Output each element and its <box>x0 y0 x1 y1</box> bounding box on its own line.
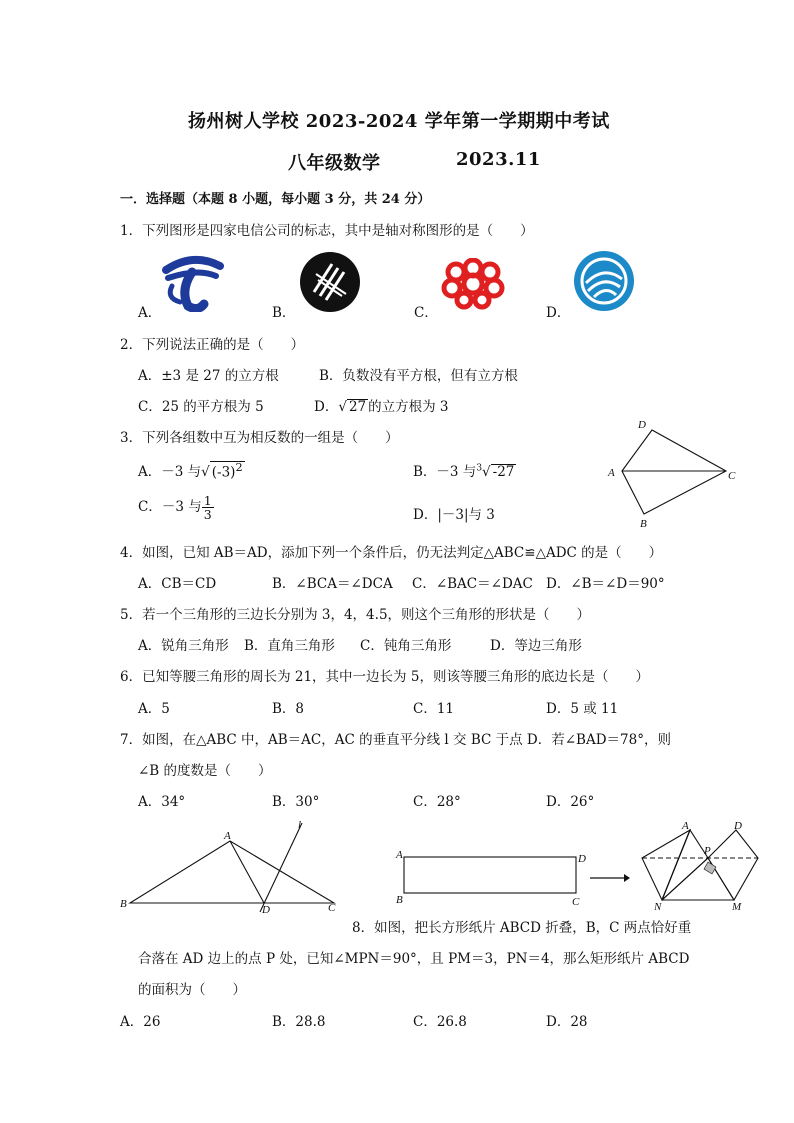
q1-option-c: C． <box>414 305 438 321</box>
q3-c-numerator: 1 <box>203 493 212 508</box>
q5-option-c: C．钝角三角形 <box>360 638 452 654</box>
q2-d-radicand: 27 <box>348 399 367 415</box>
q4-option-a: A．CB＝CD <box>138 576 217 592</box>
fig7-label-c: C <box>328 902 336 914</box>
triangle-abc-figure <box>116 815 348 915</box>
q6-option-a: A．5 <box>138 701 170 717</box>
fig3-label-b: B <box>640 518 647 530</box>
q8-option-a: A．26 <box>120 1014 161 1030</box>
q5-option-b: B．直角三角形 <box>244 638 335 654</box>
q3-b-prefix: B．－3 与 <box>413 464 477 480</box>
fig8-fold-label-m: M <box>732 901 742 912</box>
unicom-knot-logo-icon <box>438 258 508 310</box>
section-title: 一．选择题（本题 8 小题，每小题 3 分，共 24 分） <box>120 192 431 207</box>
q3-c-fraction <box>202 494 214 521</box>
q6-option-d: D．5 或 11 <box>546 701 619 717</box>
q4-option-b: B．∠BCA＝∠DCA <box>272 576 393 592</box>
q2-option-a: A．±3 是 27 的立方根 <box>138 368 279 384</box>
q4-option-d: D．∠B＝∠D＝90° <box>546 576 665 592</box>
q8-stem-line3: 的面积为（ ） <box>138 982 246 998</box>
q1-stem: 1．下列图形是四家电信公司的标志，其中是轴对称图形的是（ ） <box>120 223 534 239</box>
fig7-label-d: D <box>262 904 270 915</box>
q5-stem: 5．若一个三角形的三边长分别为 3，4，4.5，则这个三角形的形状是（ ） <box>120 607 591 623</box>
fig8-fold-label-a: A <box>682 820 689 832</box>
fig7-label-l: l <box>298 819 302 831</box>
q1-option-b: B． <box>272 305 296 321</box>
q7-option-d: D．26° <box>546 794 595 810</box>
fig7-label-b: B <box>120 898 127 910</box>
q8-stem-line1: 8．如图，把长方形纸片 ABCD 折叠，B，C 两点恰好重 <box>352 920 692 936</box>
q3-a-base: (-3) <box>211 464 236 480</box>
exam-date: 2023.11 <box>456 149 541 170</box>
q2-d-suffix: 的立方根为 3 <box>368 399 449 415</box>
q1-option-a: A． <box>138 305 162 321</box>
fig7-label-a: A <box>224 830 231 842</box>
q3-option-d: D．|－3|与 3 <box>413 507 495 523</box>
fig8-rect-label-b: B <box>396 894 403 906</box>
fig8-rect-label-d: D <box>578 853 586 865</box>
q1-option-d: D． <box>546 305 571 321</box>
q7-option-a: A．34° <box>138 794 186 810</box>
telecom-logo-icon <box>158 250 228 312</box>
netcom-logo-icon <box>298 250 362 314</box>
q3-c-denominator: 3 <box>203 507 212 523</box>
rectangle-abcd-figure <box>392 845 592 907</box>
mobile-logo-icon <box>572 249 636 313</box>
q3-b-radicand: -27 <box>492 464 515 480</box>
q4-stem: 4．如图，已知 AB＝AD，添加下列一个条件后，仍无法判定△ABC≌△ADC 的是（ ） <box>120 545 663 561</box>
q5-option-a: A．锐角三角形 <box>138 638 229 654</box>
q2-stem: 2．下列说法正确的是（ ） <box>120 337 305 353</box>
q8-option-d: D．28 <box>546 1014 588 1030</box>
q3-c-prefix: C．－3 与 <box>138 499 202 516</box>
fig8-fold-label-n: N <box>654 901 662 912</box>
q2-option-c: C．25 的平方根为 5 <box>138 399 264 415</box>
q6-option-b: B．8 <box>272 701 305 717</box>
fig3-label-d: D <box>638 419 646 431</box>
folded-rectangle-figure <box>636 820 786 912</box>
q7-stem-line2: ∠B 的度数是（ ） <box>138 763 272 779</box>
q8-option-c: C．26.8 <box>413 1014 467 1030</box>
q3-option-b: B．－3 与$^3$√ -27 <box>413 463 515 480</box>
arrow-right-icon <box>588 870 632 886</box>
q2-option-d: D．√ 27 的立方根为 3 <box>314 399 449 415</box>
q6-stem: 6．已知等腰三角形的周长为 21，其中一边长为 5，则该等腰三角形的底边长是（ ） <box>120 669 649 685</box>
q3-a-exponent: 2 <box>235 460 243 474</box>
q6-option-c: C．11 <box>413 701 455 717</box>
fig8-fold-label-p: P <box>704 845 711 857</box>
q3-b-index: 3 <box>476 463 483 474</box>
q3-a-prefix: A．－3 与 <box>138 464 202 480</box>
q3-a-radicand <box>210 461 245 480</box>
exam-title: 扬州树人学校 2023-2024 学年第一学期期中考试 <box>188 111 610 132</box>
fig8-rect-label-a: A <box>396 849 403 861</box>
q2-option-b: B．负数没有平方根，但有立方根 <box>319 368 518 384</box>
exam-subject: 八年级数学 <box>288 153 381 174</box>
q3-stem: 3．下列各组数中互为相反数的一组是（ ） <box>120 430 399 446</box>
fig8-rect-label-c: C <box>572 896 580 907</box>
q7-stem-line1: 7．如图，在△ABC 中，AB＝AC，AC 的垂直平分线 l 交 BC 于点 D．若∠BAD＝78°，则 <box>120 732 671 748</box>
q3-option-c <box>138 494 214 521</box>
q7-option-b: B．30° <box>272 794 320 810</box>
q4-option-c: C．∠BAC＝∠DAC <box>412 576 533 592</box>
q7-option-c: C．28° <box>413 794 461 810</box>
q5-option-d: D．等边三角形 <box>490 638 582 654</box>
q8-option-b: B．28.8 <box>272 1014 326 1030</box>
fig3-label-c: C <box>728 470 736 482</box>
q2-d-prefix: D． <box>314 399 339 415</box>
q8-stem-line2: 合落在 AD 边上的点 P 处，已知∠MPN＝90°，且 PM＝3，PN＝4，那么矩形纸片 ABCD <box>138 951 690 967</box>
fig3-label-a: A <box>608 467 615 479</box>
quadrilateral-abcd-figure <box>604 414 744 532</box>
fig8-fold-label-d: D <box>734 820 742 832</box>
q3-option-a: A．－3 与√ $(-3)^2$ <box>138 460 243 480</box>
